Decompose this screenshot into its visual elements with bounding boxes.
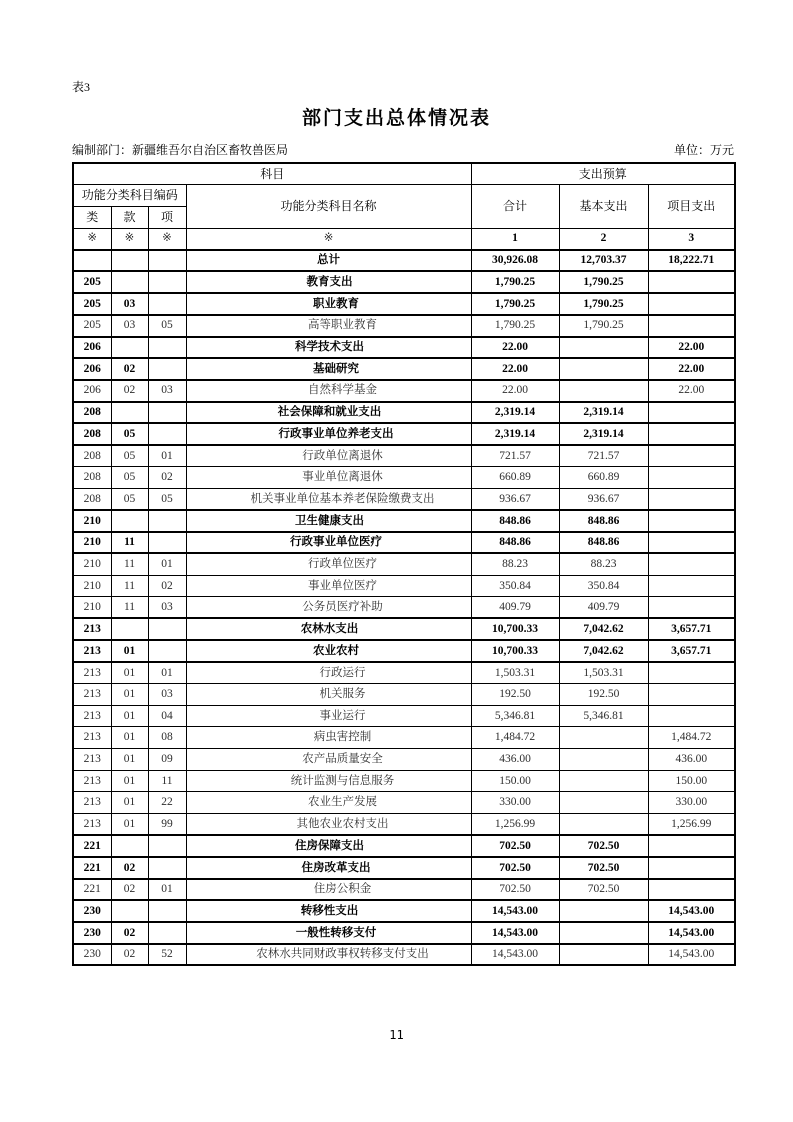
table-row [73,770,735,792]
code-section-cell: 01 [111,770,148,792]
project-expense-cell: 3,657.71 [648,640,735,662]
code-class-cell: 213 [73,618,111,640]
table-row [73,510,735,532]
basic-expense-cell [559,900,648,922]
code-section-cell: 01 [111,662,148,684]
total-value-cell: 1,503.31 [471,662,559,684]
total-value-cell: 14,543.00 [471,922,559,944]
code-class-cell: 230 [73,922,111,944]
total-value-cell: 436.00 [471,749,559,771]
code-class-cell: 210 [73,532,111,554]
project-expense-cell [648,271,735,293]
total-value-cell: 350.84 [471,575,559,597]
project-expense-cell [648,532,735,554]
basic-expense-cell: 848.86 [559,532,648,554]
code-section-cell: 01 [111,814,148,836]
subject-name-cell: 公务员医疗补助 [186,597,471,619]
code-item-cell: 52 [148,944,186,966]
code-section-cell [111,271,148,293]
project-expense-cell [648,597,735,619]
code-item-cell [148,532,186,554]
code-class-cell: 213 [73,770,111,792]
mark-cell: ※ [73,228,111,250]
code-group-header: 功能分类科目编码 [73,185,186,207]
code-section-cell [111,835,148,857]
subject-name-cell: 住房公积金 [186,879,471,901]
code-class-cell: 205 [73,293,111,315]
table-row [73,857,735,879]
code-item-cell [148,857,186,879]
table-row [73,488,735,510]
code-class-cell: 205 [73,271,111,293]
code-class-cell: 208 [73,423,111,445]
basic-column-header: 基本支出 [559,185,648,228]
table-head [73,163,735,250]
mark-cell: ※ [111,228,148,250]
total-value-cell: 2,319.14 [471,423,559,445]
basic-expense-cell [559,358,648,380]
project-expense-cell [648,857,735,879]
code-class-cell: 208 [73,467,111,489]
code-class-header: 类 [73,206,111,228]
table-row [73,423,735,445]
total-value-cell: 330.00 [471,792,559,814]
table-row [73,618,735,640]
code-item-cell: 05 [148,315,186,337]
code-section-cell: 02 [111,857,148,879]
code-item-cell [148,900,186,922]
table-row [73,835,735,857]
total-value-cell: 702.50 [471,879,559,901]
code-item-cell [148,423,186,445]
total-value-cell: 14,543.00 [471,944,559,966]
code-class-cell: 208 [73,488,111,510]
project-expense-cell: 14,543.00 [648,900,735,922]
code-class-cell: 210 [73,510,111,532]
code-section-cell: 11 [111,532,148,554]
code-class-cell: 230 [73,944,111,966]
project-expense-cell: 150.00 [648,770,735,792]
column-number-1: 1 [471,228,559,250]
total-value-cell: 721.57 [471,445,559,467]
basic-expense-cell: 7,042.62 [559,618,648,640]
table-row [73,337,735,359]
code-item-cell: 03 [148,380,186,402]
code-section-cell: 02 [111,944,148,966]
total-value-cell: 1,790.25 [471,271,559,293]
code-item-cell: 01 [148,662,186,684]
basic-expense-cell: 192.50 [559,684,648,706]
code-class-cell: 213 [73,640,111,662]
basic-expense-cell [559,337,648,359]
subject-name-cell: 病虫害控制 [186,727,471,749]
code-section-cell: 01 [111,705,148,727]
total-value-cell: 2,319.14 [471,402,559,424]
basic-expense-cell: 1,790.25 [559,271,648,293]
total-column-header: 合计 [471,185,559,228]
page-title: 部门支出总体情况表 [301,108,491,129]
code-section-cell: 01 [111,684,148,706]
name-column-header: 功能分类科目名称 [186,185,471,228]
basic-expense-cell [559,814,648,836]
basic-expense-cell: 1,790.25 [559,293,648,315]
table-row [73,922,735,944]
code-class-cell: 210 [73,553,111,575]
code-section-cell [111,510,148,532]
total-value-cell: 1,790.25 [471,315,559,337]
code-section-cell: 02 [111,358,148,380]
table-row [73,900,735,922]
table-row [73,532,735,554]
mark-cell: ※ [186,228,471,250]
subject-name-cell: 一般性转移支付 [186,922,471,944]
subject-name-cell: 农林水共同财政事权转移支付支出 [186,944,471,966]
table-row [73,640,735,662]
table-row [73,293,735,315]
subject-name-cell: 住房改革支出 [186,857,471,879]
code-item-cell: 04 [148,705,186,727]
subject-name-cell: 总计 [186,250,471,272]
header-group-row [73,163,735,185]
table-row [73,467,735,489]
code-class-cell: 210 [73,575,111,597]
page-number: 11 [389,1028,404,1042]
code-item-cell: 03 [148,597,186,619]
code-class-cell: 206 [73,337,111,359]
total-value-cell: 409.79 [471,597,559,619]
total-value-cell: 150.00 [471,770,559,792]
subject-name-cell: 自然科学基金 [186,380,471,402]
total-value-cell: 22.00 [471,380,559,402]
project-expense-cell [648,488,735,510]
subject-name-cell: 其他农业农村支出 [186,814,471,836]
code-class-cell: 221 [73,835,111,857]
subject-name-cell: 农业农村 [186,640,471,662]
subject-name-cell: 行政运行 [186,662,471,684]
meta-row [72,141,734,158]
code-section-cell [111,618,148,640]
table-row [73,814,735,836]
code-item-cell: 01 [148,553,186,575]
basic-expense-cell [559,944,648,966]
project-expense-cell [648,402,735,424]
code-section-cell: 11 [111,597,148,619]
total-value-cell: 10,700.33 [471,618,559,640]
total-value-cell: 10,700.33 [471,640,559,662]
subject-name-cell: 行政事业单位医疗 [186,532,471,554]
basic-expense-cell: 702.50 [559,835,648,857]
code-section-cell [111,900,148,922]
basic-expense-cell: 1,790.25 [559,315,648,337]
code-item-cell [148,271,186,293]
project-column-header: 项目支出 [648,185,735,228]
code-class-cell: 230 [73,900,111,922]
table-body [73,250,735,966]
code-item-cell: 09 [148,749,186,771]
column-number-2: 2 [559,228,648,250]
code-section-cell: 01 [111,640,148,662]
project-expense-cell [648,510,735,532]
project-expense-cell [648,705,735,727]
code-class-cell: 208 [73,445,111,467]
basic-expense-cell: 721.57 [559,445,648,467]
subject-name-cell: 农业生产发展 [186,792,471,814]
code-section-cell [111,337,148,359]
code-section-cell: 11 [111,575,148,597]
subject-name-cell: 转移性支出 [186,900,471,922]
code-section-cell: 05 [111,423,148,445]
basic-expense-cell: 936.67 [559,488,648,510]
project-expense-cell [648,662,735,684]
table-row [73,358,735,380]
project-expense-cell [648,575,735,597]
basic-expense-cell [559,749,648,771]
code-item-cell: 99 [148,814,186,836]
subject-name-cell: 机关事业单位基本养老保险缴费支出 [186,488,471,510]
code-item-cell [148,337,186,359]
subject-name-cell: 农林水支出 [186,618,471,640]
code-class-cell: 213 [73,705,111,727]
basic-expense-cell: 12,703.37 [559,250,648,272]
code-item-cell [148,618,186,640]
table-row [73,553,735,575]
expenditure-table [72,162,736,966]
project-expense-cell [648,835,735,857]
basic-expense-cell: 7,042.62 [559,640,648,662]
basic-expense-cell [559,727,648,749]
code-item-cell: 01 [148,879,186,901]
total-value-cell: 848.86 [471,532,559,554]
code-item-cell [148,922,186,944]
code-item-cell [148,640,186,662]
table-row [73,445,735,467]
project-expense-cell [648,684,735,706]
basic-expense-cell: 88.23 [559,553,648,575]
table-row [73,402,735,424]
project-expense-cell: 1,484.72 [648,727,735,749]
basic-expense-cell [559,770,648,792]
code-class-cell: 213 [73,662,111,684]
project-expense-cell: 22.00 [648,358,735,380]
basic-expense-cell: 2,319.14 [559,423,648,445]
code-section-cell: 01 [111,727,148,749]
total-value-cell: 5,346.81 [471,705,559,727]
code-section-cell: 05 [111,445,148,467]
project-expense-cell [648,553,735,575]
code-section-cell [111,250,148,272]
code-class-cell: 205 [73,315,111,337]
total-value-cell: 1,484.72 [471,727,559,749]
code-section-cell: 03 [111,293,148,315]
basic-expense-cell: 409.79 [559,597,648,619]
code-class-cell: 213 [73,814,111,836]
code-item-cell: 02 [148,575,186,597]
subject-name-cell: 行政事业单位养老支出 [186,423,471,445]
code-class-cell: 213 [73,749,111,771]
project-expense-cell: 436.00 [648,749,735,771]
subject-group-header: 科目 [73,163,471,185]
code-section-cell: 01 [111,792,148,814]
code-section-header: 款 [111,206,148,228]
total-value-cell: 88.23 [471,553,559,575]
subject-name-cell: 卫生健康支出 [186,510,471,532]
header-code-row [73,185,735,207]
code-class-cell: 213 [73,727,111,749]
budget-group-header: 支出预算 [471,163,735,185]
total-value-cell: 848.86 [471,510,559,532]
table-row [73,315,735,337]
prepared-by-label: 编制部门：新疆维吾尔自治区畜牧兽医局 [72,143,289,157]
basic-expense-cell [559,380,648,402]
table-row [73,944,735,966]
code-section-cell: 05 [111,488,148,510]
code-item-cell [148,293,186,315]
project-expense-cell [648,445,735,467]
table-row [73,250,735,272]
code-item-cell [148,835,186,857]
table-row [73,727,735,749]
code-item-cell: 22 [148,792,186,814]
total-value-cell: 14,543.00 [471,900,559,922]
code-item-cell: 03 [148,684,186,706]
code-item-header: 项 [148,206,186,228]
project-expense-cell: 3,657.71 [648,618,735,640]
subject-name-cell: 事业运行 [186,705,471,727]
basic-expense-cell: 660.89 [559,467,648,489]
total-value-cell: 22.00 [471,337,559,359]
project-expense-cell [648,423,735,445]
subject-name-cell: 高等职业教育 [186,315,471,337]
code-section-cell: 03 [111,315,148,337]
project-expense-cell [648,879,735,901]
total-value-cell: 702.50 [471,835,559,857]
code-class-cell [73,250,111,272]
basic-expense-cell: 2,319.14 [559,402,648,424]
subject-name-cell: 统计监测与信息服务 [186,770,471,792]
table-row [73,575,735,597]
mark-row [73,228,735,250]
total-value-cell: 192.50 [471,684,559,706]
code-section-cell [111,402,148,424]
project-expense-cell [648,293,735,315]
subject-name-cell: 职业教育 [186,293,471,315]
code-item-cell: 11 [148,770,186,792]
code-class-cell: 206 [73,380,111,402]
project-expense-cell [648,315,735,337]
subject-name-cell: 机关服务 [186,684,471,706]
code-class-cell: 206 [73,358,111,380]
code-item-cell: 05 [148,488,186,510]
basic-expense-cell [559,792,648,814]
table-row [73,749,735,771]
code-class-cell: 210 [73,597,111,619]
table-row [73,792,735,814]
code-item-cell [148,510,186,532]
table-label: 表3 [72,80,91,94]
subject-name-cell: 基础研究 [186,358,471,380]
table-row [73,662,735,684]
project-expense-cell: 14,543.00 [648,944,735,966]
total-value-cell: 936.67 [471,488,559,510]
table-row [73,597,735,619]
basic-expense-cell: 1,503.31 [559,662,648,684]
code-item-cell: 08 [148,727,186,749]
project-expense-cell: 18,222.71 [648,250,735,272]
code-class-cell: 213 [73,684,111,706]
code-section-cell: 11 [111,553,148,575]
code-section-cell: 02 [111,380,148,402]
subject-name-cell: 农产品质量安全 [186,749,471,771]
subject-name-cell: 科学技术支出 [186,337,471,359]
basic-expense-cell [559,922,648,944]
code-item-cell: 02 [148,467,186,489]
project-expense-cell: 22.00 [648,380,735,402]
total-value-cell: 660.89 [471,467,559,489]
project-expense-cell: 14,543.00 [648,922,735,944]
subject-name-cell: 行政单位医疗 [186,553,471,575]
basic-expense-cell: 702.50 [559,857,648,879]
column-number-3: 3 [648,228,735,250]
total-value-cell: 702.50 [471,857,559,879]
code-class-cell: 208 [73,402,111,424]
table-row [73,879,735,901]
table-row [73,380,735,402]
project-expense-cell: 1,256.99 [648,814,735,836]
total-value-cell: 1,790.25 [471,293,559,315]
table-row [73,705,735,727]
code-section-cell: 02 [111,879,148,901]
subject-name-cell: 事业单位医疗 [186,575,471,597]
subject-name-cell: 社会保障和就业支出 [186,402,471,424]
subject-name-cell: 事业单位离退休 [186,467,471,489]
code-section-cell: 02 [111,922,148,944]
unit-label: 单位：万元 [673,143,734,157]
project-expense-cell [648,467,735,489]
basic-expense-cell: 848.86 [559,510,648,532]
code-section-cell: 05 [111,467,148,489]
code-class-cell: 213 [73,792,111,814]
basic-expense-cell: 702.50 [559,879,648,901]
table-row [73,684,735,706]
code-item-cell [148,250,186,272]
subject-name-cell: 教育支出 [186,271,471,293]
total-value-cell: 30,926.08 [471,250,559,272]
mark-cell: ※ [148,228,186,250]
subject-name-cell: 住房保障支出 [186,835,471,857]
basic-expense-cell: 350.84 [559,575,648,597]
code-class-cell: 221 [73,857,111,879]
project-expense-cell: 330.00 [648,792,735,814]
subject-name-cell: 行政单位离退休 [186,445,471,467]
total-value-cell: 1,256.99 [471,814,559,836]
table-row [73,271,735,293]
code-item-cell [148,402,186,424]
code-section-cell: 01 [111,749,148,771]
code-item-cell [148,358,186,380]
code-item-cell: 01 [148,445,186,467]
basic-expense-cell: 5,346.81 [559,705,648,727]
code-class-cell: 221 [73,879,111,901]
project-expense-cell: 22.00 [648,337,735,359]
total-value-cell: 22.00 [471,358,559,380]
